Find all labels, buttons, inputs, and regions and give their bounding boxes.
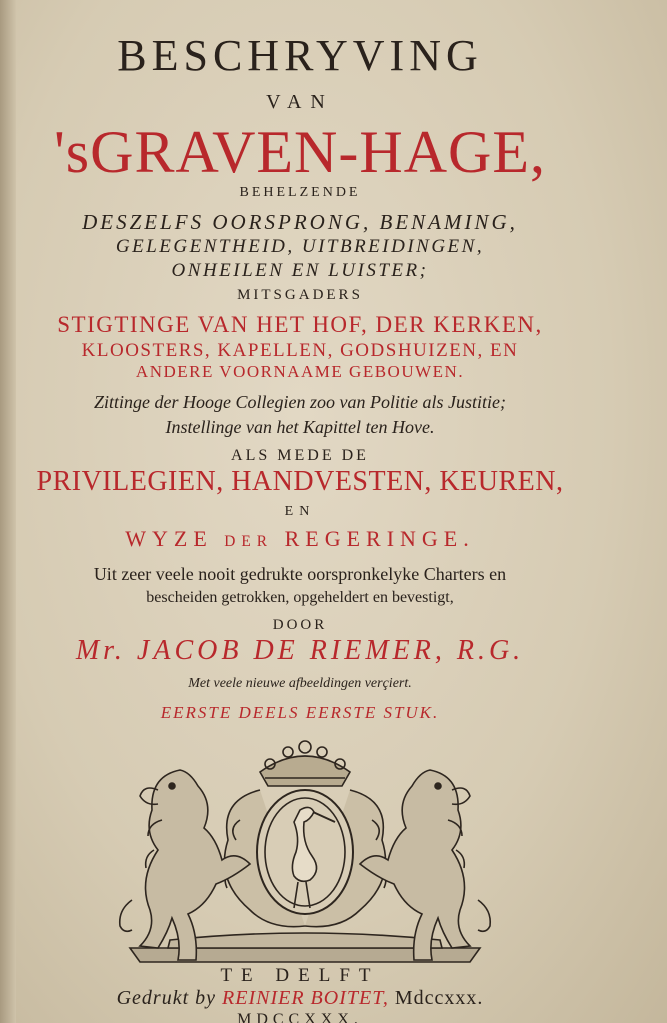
gedrukt-by: Gedrukt by bbox=[116, 987, 217, 1009]
coat-of-arms-icon bbox=[110, 730, 500, 966]
privilegien-line: PRIVILEGIEN, HANDVESTEN, KEUREN, bbox=[36, 466, 564, 497]
wyze-regeringe: REGERINGE. bbox=[284, 526, 475, 551]
kloosters-line: KLOOSTERS, KAPELLEN, GODSHUIZEN, EN bbox=[81, 340, 519, 361]
uit-zeer-line: Uit zeer veele nooit gedrukte oorspronkelyke Charters en bbox=[93, 564, 507, 584]
als-mede-label: ALS MEDE DE bbox=[231, 447, 369, 464]
wyze-word: WYZE bbox=[125, 526, 213, 551]
behelzende-label: BEHELZENDE bbox=[239, 185, 361, 200]
volume-label: EERSTE DEELS EERSTE STUK. bbox=[160, 703, 440, 722]
met-veele-line: Met veele nieuwe afbeeldingen verçiert. bbox=[188, 676, 412, 691]
city-name: 'sGRAVEN-HAGE, bbox=[53, 119, 547, 185]
book-title: BESCHRYVING bbox=[117, 31, 483, 80]
author-name: Mr. JACOB DE RIEMER, R.G. bbox=[75, 635, 525, 666]
imprint-year: Mdccxxx. bbox=[394, 987, 484, 1009]
place-te-delft: TE DELFT bbox=[220, 965, 380, 986]
en-label: EN bbox=[284, 504, 316, 519]
imprint-line bbox=[0, 988, 600, 1008]
stigtinge-line: STIGTINGE VAN HET HOF, DER KERKEN, bbox=[57, 312, 543, 337]
zittinge-line: Zittinge der Hooge Collegien zoo van Politie als Justitie; bbox=[94, 392, 506, 412]
title-van: VAN bbox=[266, 91, 334, 113]
wyze-der: DER bbox=[224, 533, 274, 550]
door-label: DOOR bbox=[272, 617, 328, 633]
printer-name: REINIER BOITET, bbox=[222, 987, 389, 1009]
subtitle-line-1: DESZELFS OORSPRONG, BENAMING, bbox=[82, 210, 518, 234]
bescheiden-line: bescheiden getrokken, opgeheldert en bevestigt, bbox=[146, 589, 454, 606]
mitsgaders-label: MITSGADERS bbox=[237, 287, 363, 303]
year-bottom: MDCCXXX. bbox=[237, 1011, 363, 1023]
andere-line: ANDERE VOORNAAME GEBOUWEN. bbox=[135, 362, 465, 381]
subtitle-line-2: GELEGENTHEID, UITBREIDINGEN, bbox=[115, 236, 485, 257]
subtitle-line-3: ONHEILEN EN LUISTER; bbox=[171, 260, 429, 281]
instellinge-line: Instellinge van het Kapittel ten Hove. bbox=[165, 417, 435, 437]
wyze-line bbox=[0, 528, 600, 550]
